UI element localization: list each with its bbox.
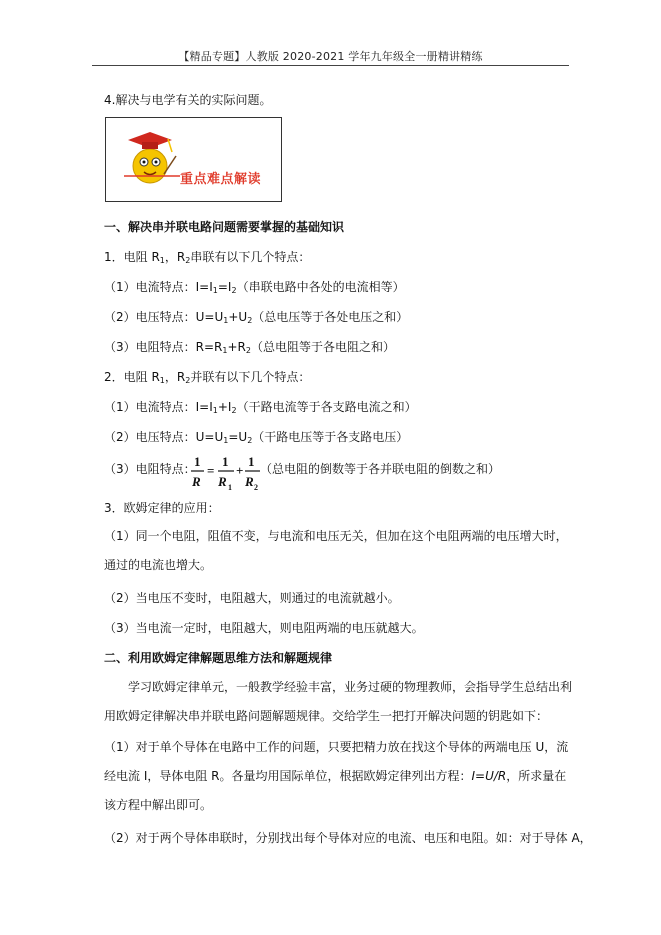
parallel-resistance-label: （3）电阻特点： [104,462,196,476]
ohm-title: 3．欧姆定律的应用： [104,501,220,515]
svg-text:=: = [207,463,215,478]
ohm-item-1: （1）同一个电阻，阻值不变，与电流和电压无关，但加在这个电阻两端的电压增大时，通过的电流也增大。 [104,529,568,572]
formula-num-2: 1 [222,454,229,469]
series-resistance: （3）电阻特点：$R=R_1+R_2$（总电阻等于各电阻之和） [104,340,395,355]
formula-den-sub2: 2 [254,483,258,492]
formula-den-R2: R [245,474,254,489]
series-current: （1）电流特点：$I=I_1=I_2$（串联电路中各处的电流相等） [104,280,405,295]
ohm-item-3: （3）当电流一定时，电阻越大，则电阻两端的电压就越大。 [104,621,424,635]
section2-item-1: （1）对于单个导体在电路中工作的问题，只要把精力放在找这个导体的两端电压 U，流经电流 I，导体电阻 R。各量均用国际单位，根据欧姆定律列出方程：I=U/R，所求量在该方程中解出即可。 [104,740,569,812]
formula-den-R1: R [218,474,227,489]
ohm-item-2: （2）当电压不变时，电阻越大，则通过的电流就越小。 [104,591,400,605]
parallel-current: （1）电流特点：$I=I_1+I_2$（干路电流等于各支路电流之和） [104,400,417,415]
parallel-voltage: （2）电压特点：$U=U_1=U_2$（干路电压等于各支路电压） [104,430,409,445]
formula-num-3: 1 [248,454,255,469]
formula-den-sub1: 1 [228,483,232,492]
svg-text:+: + [236,463,244,478]
section2-item-2: （2）对于两个导体串联时，分别找出每个导体对应的电流、电压和电阻。如：对于导体 A， [104,831,592,845]
objective-4: 4.解决与电学有关的实际问题。 [104,93,272,107]
formula-num-1: 1 [194,454,201,469]
section1-title: 一、解决串并联电路问题需要掌握的基础知识 [104,220,345,234]
key-points-banner [105,117,282,202]
formula-den-R: R [192,474,201,489]
header-divider [92,65,569,66]
series-voltage: （2）电压特点：$U=U_1+U_2$（总电压等于各处电压之和） [104,310,409,325]
professor-mascot-icon [106,118,281,201]
series-intro: 1．电阻 $R_1$，$R_2$串联有以下几个特点： [104,250,311,265]
ohm-law-formula: I=U/R [471,769,507,783]
section2-intro: 学习欧姆定律单元，一般教学经验丰富，业务过硬的物理教师，会指导学生总结出利用欧姆定律解决串并联电路问题解题规律。交给学生一把打开解决问题的钥匙如下： [104,680,573,723]
parallel-resistance-formula [190,453,260,493]
banner-title: 重点难点解读 [180,172,262,187]
parallel-intro: 2．电阻 $R_1$，$R_2$并联有以下几个特点： [104,370,311,385]
parallel-resistance-note: （总电阻的倒数等于各并联电阻的倒数之和） [260,462,501,476]
section2-title: 二、利用欧姆定律解题思维方法和解题规律 [104,651,333,665]
page-header: 【精品专题】人教版 2020-2021 学年九年级全一册精讲精练 [178,50,483,63]
